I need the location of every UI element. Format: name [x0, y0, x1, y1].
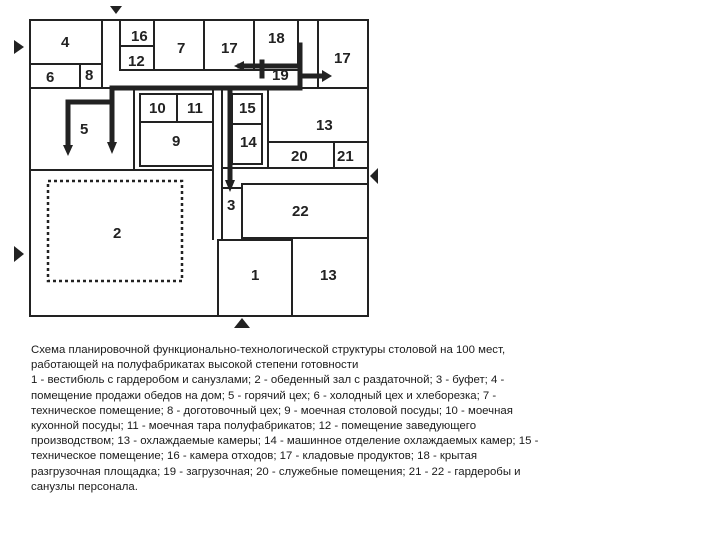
- entry-marker: [14, 246, 24, 262]
- room-number: 7: [177, 40, 186, 57]
- room-number: 20: [291, 148, 308, 165]
- room-number: 10: [149, 100, 166, 117]
- room-number: 17: [221, 40, 238, 57]
- room-number: 17: [334, 50, 351, 67]
- caption-line: разгрузочная площадка; 19 - загрузочная; 20 - служебные помещения; 21 - 22 - гардеробы и: [31, 465, 521, 478]
- flow-arrow: [63, 145, 73, 156]
- room-number: 14: [240, 134, 257, 151]
- room-6-outline: [30, 64, 80, 88]
- caption-line: техническое помещение; 16 - камера отходов; 17 - кладовые продуктов; 18 - крытая: [31, 450, 478, 463]
- room-number: 1: [251, 267, 260, 284]
- flow-arrow: [322, 70, 332, 82]
- room-number: 18: [268, 30, 285, 47]
- entry-marker: [370, 168, 378, 184]
- room-number: 5: [80, 121, 89, 138]
- flow-line: [68, 102, 112, 145]
- room-number: 21: [337, 148, 354, 165]
- room-number: 6: [46, 69, 55, 86]
- room-number: 4: [61, 34, 70, 51]
- room-number: 15: [239, 100, 256, 117]
- caption-line: санузлы персонала.: [31, 480, 138, 493]
- caption-line: работающей на полуфабрикатах высокой степени готовности: [31, 359, 359, 372]
- room-number: 13: [320, 267, 337, 284]
- flow-arrow: [107, 142, 117, 154]
- caption-line: помещение продажи обедов на дом; 5 - горячий цех; 6 - холодный цех и хлеборезка; 7 -: [31, 389, 497, 402]
- entry-marker: [234, 318, 250, 328]
- caption-line: кухонной посуды; 11 - моечная тара полуфабрикатов; 12 - помещение заведующего: [31, 420, 477, 433]
- room-number: 12: [128, 53, 145, 70]
- flow-line: [300, 45, 324, 76]
- room-number: 13: [316, 117, 333, 134]
- room-number: 11: [187, 100, 203, 117]
- flow-arrow: [225, 180, 235, 192]
- room-number: 22: [292, 203, 309, 220]
- room-number: 3: [227, 197, 236, 214]
- caption-line: 1 - вестибюль с гардеробом и санузлами; 2 - обеденный зал с раздаточной; 3 - буфет; 4 -: [31, 374, 505, 387]
- caption-line: производством; 13 - охлаждаемые камеры; 14 - машинное отделение охлаждаемых камер; 15 -: [31, 435, 539, 448]
- room-number: 2: [113, 225, 122, 242]
- caption-line: техническое помещение; 8 - доготовочный цех; 9 - моечная столовой посуды; 10 - моечная: [31, 404, 513, 417]
- caption-line: Схема планировочной функционально-технологической структуры столовой на 100 мест,: [31, 344, 506, 356]
- plan-caption: [31, 343, 611, 495]
- room-number: 19: [272, 67, 289, 84]
- room-number: 16: [131, 28, 148, 45]
- room-3-outline: [222, 188, 242, 240]
- room-number: 9: [172, 133, 181, 150]
- room-number: 8: [85, 67, 94, 84]
- entry-marker: [14, 40, 24, 54]
- entry-marker: [110, 6, 122, 14]
